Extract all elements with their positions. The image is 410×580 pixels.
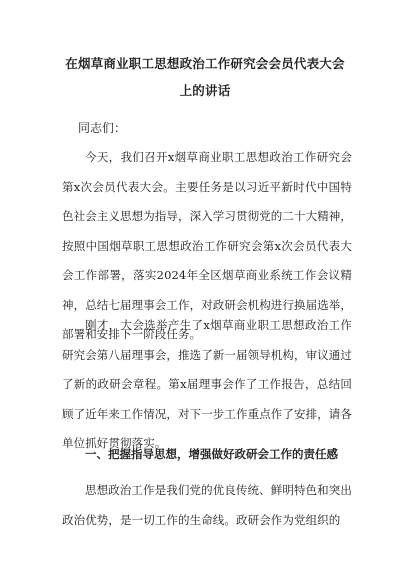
paragraph-opening: 今天，我们召开x烟草商业职工思想政治工作研究会第x次会员代表大会。主要任务是以习近平新时代中国特色社会主义思想为指导，深入学习贯彻党的二十大精神，按照中国烟草职工思想政治工作研究会第x次会员代表大会工作部署，落实2024年全区烟草商业系统工作会议精神，总结七届理事会工作，对政研会机构进行换届选举，部署和安排下一阶段任务。	[62, 150, 352, 341]
section-paragraph: 思想政治工作是我们党的优良传统、鲜明特色和突出政治优势，是一切工作的生命线。政研会作为党组织的	[62, 483, 352, 527]
section-heading: 一、把握指导思想，增强做好政研会工作的责任感	[85, 447, 338, 461]
salutation: 同志们：	[78, 121, 127, 135]
paragraph-election: 刚才，大会选举产生了x烟草商业职工思想政治工作研究会第八届理事会，推选了新一届领导机构，审议通过了新的政研会章程。第x届理事会作了工作报告，总结回顾了近年来工作情况，对下一步工作重点作了安排，请各单位抓好贯彻落实。	[62, 318, 352, 450]
document-title: 在烟草商业职工思想政治工作研究会会员代表大会上的讲话	[65, 56, 345, 98]
